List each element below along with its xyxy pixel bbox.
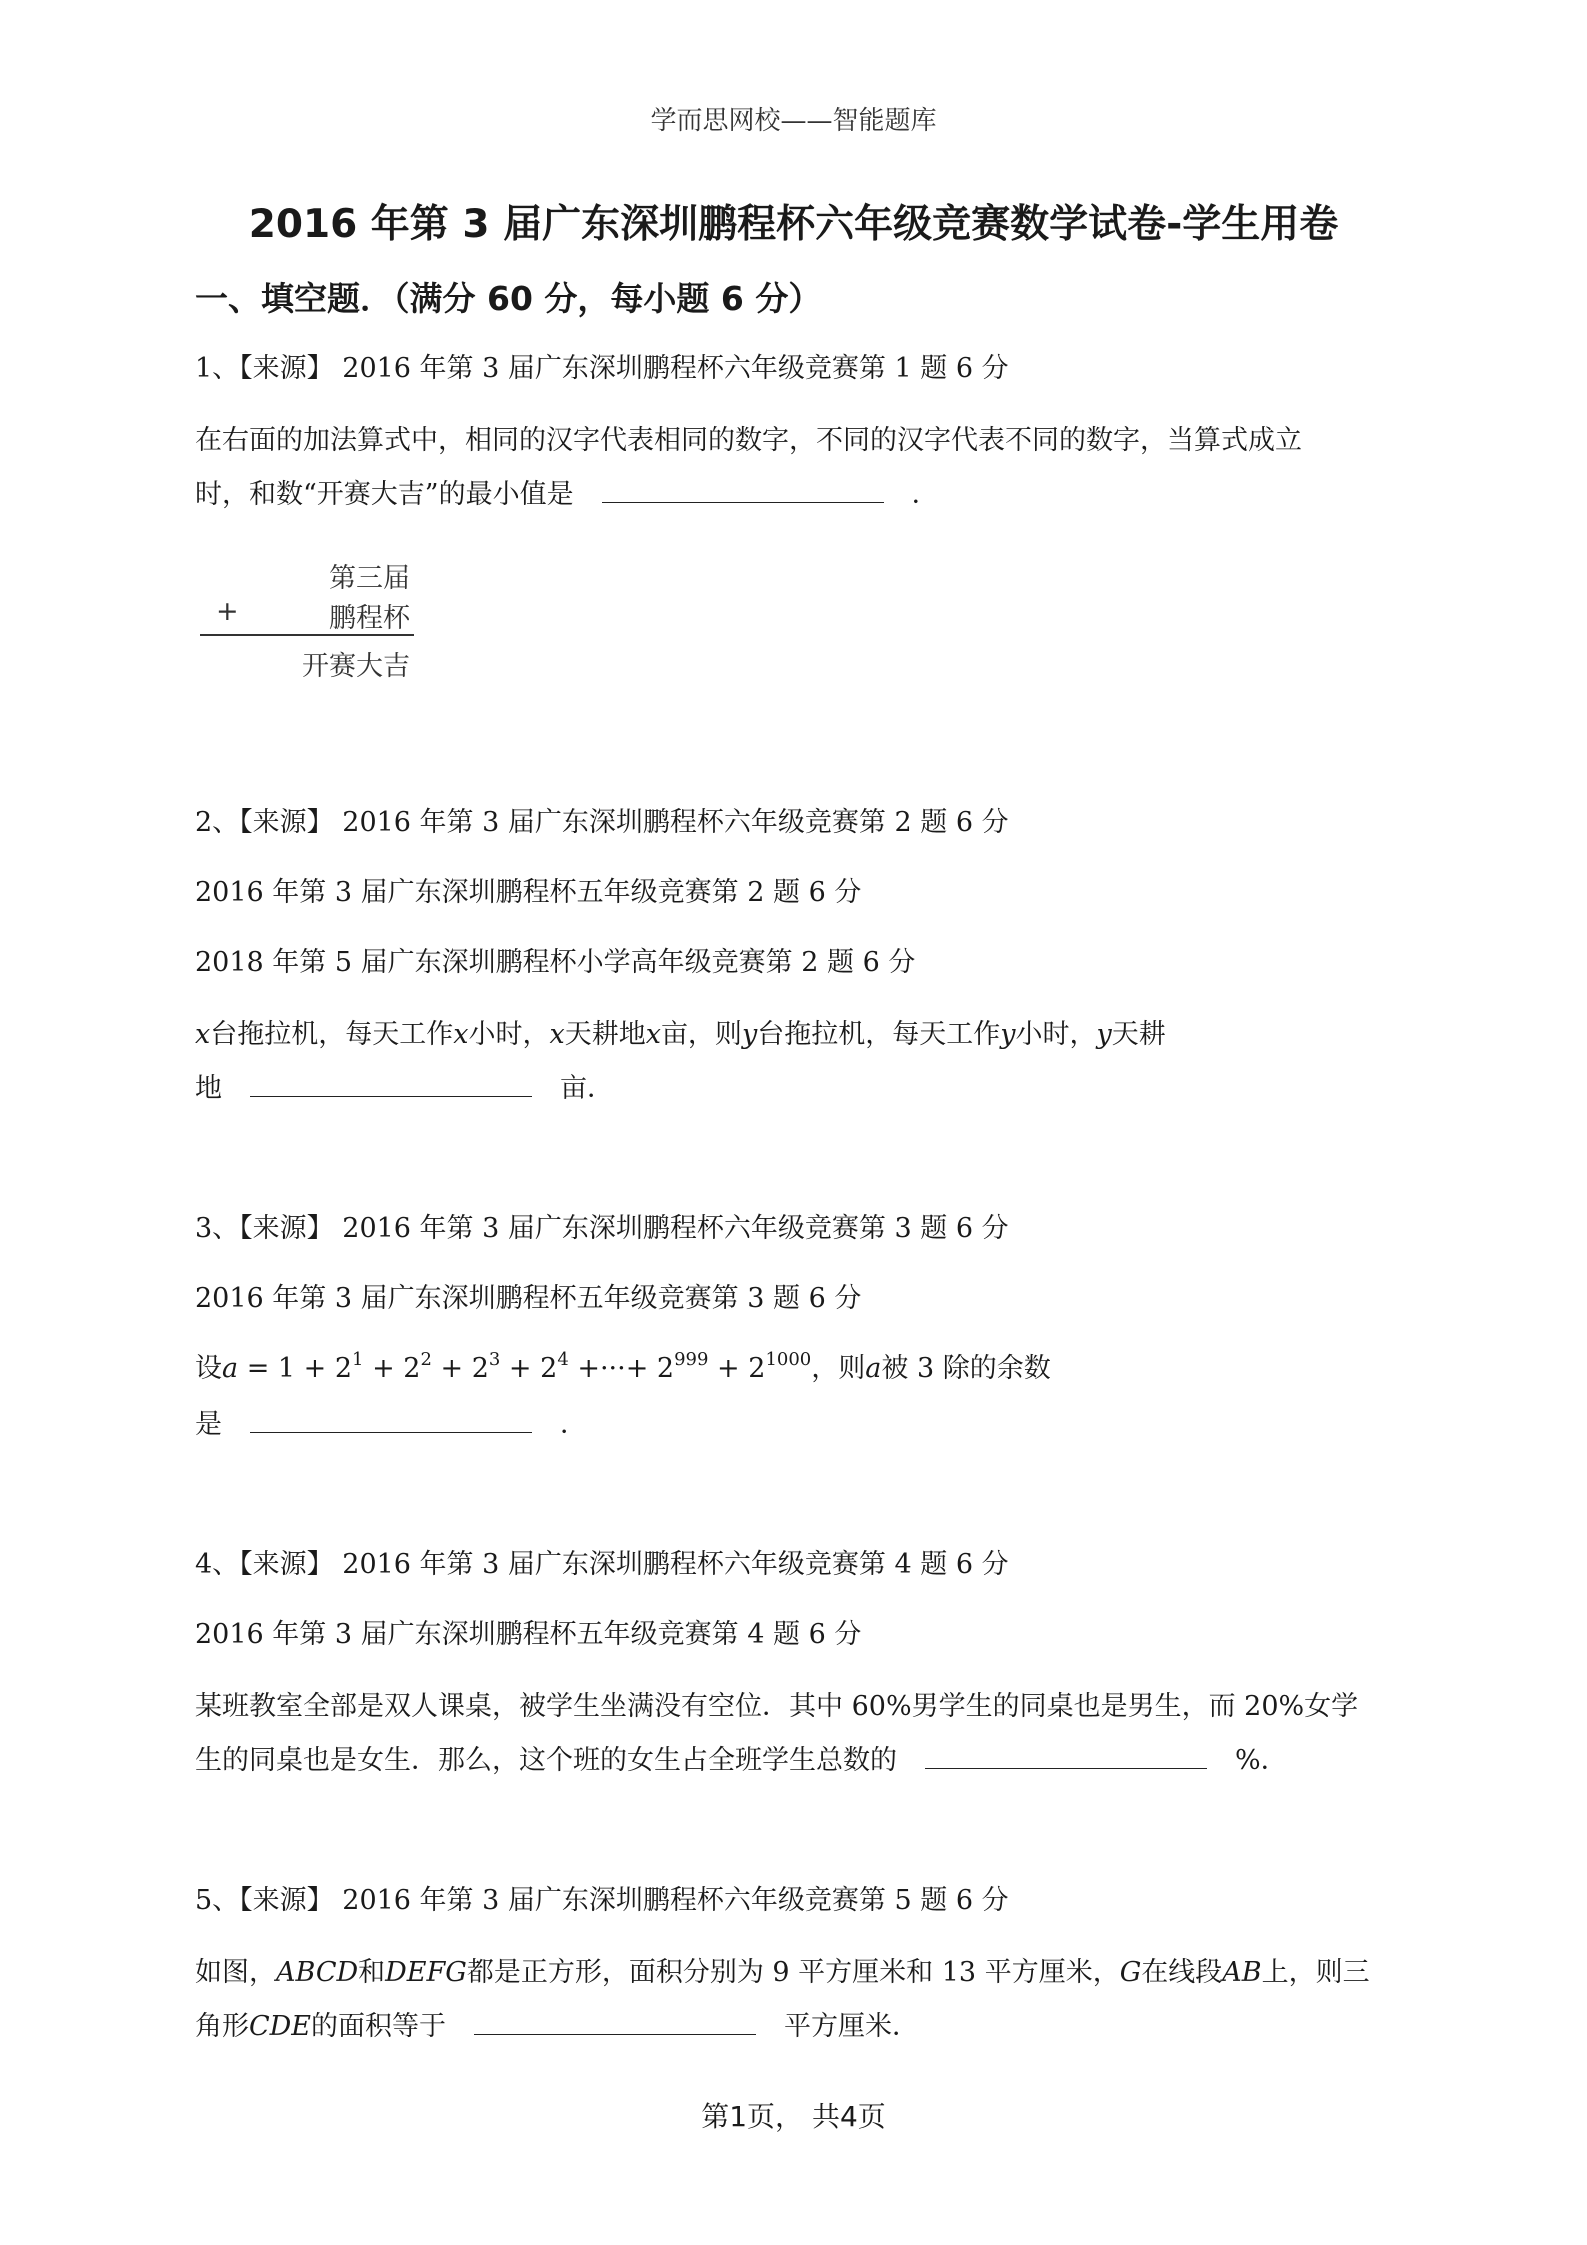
q5-text: 在线段 (1141, 1957, 1223, 1988)
var-defg: DEFG (385, 1957, 467, 1988)
sum-line (200, 634, 414, 636)
q2-text: 台拖拉机，每天工作 (757, 1019, 1001, 1050)
q2-text: 天耕地 (564, 1019, 646, 1050)
q5-text-line1 (195, 1950, 1370, 1989)
q1-text-line2 (195, 472, 939, 511)
var-a: a (222, 1353, 239, 1384)
q3-alt-source-1: 2016 年第 3 届广东深圳鹏程杯五年级竞赛第 3 题 6 分 (195, 1283, 862, 1314)
q5-text: 和 (358, 1957, 386, 1988)
page-footer: 第1页， 共4页 (701, 2100, 886, 2133)
q1-text: 时，和数“开赛大吉”的最小值是 (195, 479, 574, 510)
var-x: x (645, 1019, 661, 1050)
q2-answer-blank[interactable] (250, 1066, 532, 1097)
q3-text-line2 (195, 1402, 587, 1441)
exam-title: 2016 年第 3 届广东深圳鹏程杯六年级竞赛数学试卷-学生用卷 (248, 202, 1339, 247)
q2-alt-source-2: 2018 年第 5 届广东深圳鹏程杯小学高年级竞赛第 2 题 6 分 (195, 947, 916, 978)
sum-result: 开赛大吉 (302, 651, 410, 682)
q2-text: 天耕 (1111, 1019, 1166, 1050)
q2-text: 地 (195, 1073, 222, 1104)
q2-source: 2、【来源】 2016 年第 3 届广东深圳鹏程杯六年级竞赛第 2 题 6 分 (195, 807, 1009, 838)
q1-text-end: ． (911, 479, 939, 510)
q2-text: 小时， (1015, 1019, 1097, 1050)
q4-text-line1: 某班教室全部是双人课桌，被学生坐满没有空位．其中 60%男学生的同桌也是男生，而 20%女学 (195, 1691, 1359, 1722)
q4-answer-blank[interactable] (925, 1738, 1207, 1769)
q5-text: 角形 (195, 2011, 249, 2042)
q5-text-end: 平方厘米． (784, 2011, 920, 2042)
q3-text: 被 3 除的余数 (881, 1353, 1051, 1384)
q5-text: 都是正方形，面积分别为 9 平方厘米和 13 平方厘米， (466, 1957, 1120, 1988)
var-abcd: ABCD (276, 1957, 359, 1988)
q3-text: 是 (195, 1409, 222, 1440)
q3-equation (195, 1346, 1051, 1385)
section-heading: 一、填空题．（满分 60 分，每小题 6 分） (195, 279, 822, 318)
q5-text: 如图， (195, 1957, 276, 1988)
exponent: 4 (557, 1349, 569, 1370)
exponent: 1 (352, 1349, 364, 1370)
q3-math: + 2 (708, 1353, 766, 1384)
addend-1: 第三届 (329, 563, 410, 594)
q3-text: 设 (195, 1353, 222, 1384)
q5-text: 的面积等于 (311, 2011, 447, 2042)
q1-answer-blank[interactable] (602, 472, 884, 503)
q3-answer-blank[interactable] (250, 1402, 532, 1433)
q5-source: 5、【来源】 2016 年第 3 届广东深圳鹏程杯六年级竞赛第 5 题 6 分 (195, 1885, 1009, 1916)
q4-text: 生的同桌也是女生．那么，这个班的女生占全班学生总数的 (195, 1745, 897, 1776)
var-g: G (1119, 1957, 1142, 1988)
q2-text-line2 (195, 1066, 614, 1105)
plus-sign: + (216, 596, 239, 627)
page-header: 学而思网校——智能题库 (650, 106, 937, 136)
var-cde: CDE (249, 2011, 312, 2042)
var-ab: AB (1222, 1957, 1262, 1988)
q3-source: 3、【来源】 2016 年第 3 届广东深圳鹏程杯六年级竞赛第 3 题 6 分 (195, 1213, 1009, 1244)
addend-2: 鹏程杯 (329, 603, 410, 634)
q4-source: 4、【来源】 2016 年第 3 届广东深圳鹏程杯六年级竞赛第 4 题 6 分 (195, 1549, 1009, 1580)
q3-text-end: ． (560, 1409, 587, 1440)
q5-text-line2 (195, 2004, 919, 2043)
q5-text: 上，则三 (1261, 1957, 1370, 1988)
var-x: x (195, 1019, 211, 1050)
var-a: a (865, 1353, 882, 1384)
addition-puzzle (200, 548, 420, 688)
q1-source: 1、【来源】 2016 年第 3 届广东深圳鹏程杯六年级竞赛第 1 题 6 分 (195, 353, 1009, 384)
q2-text: 台拖拉机，每天工作 (210, 1019, 454, 1050)
exponent: 1000 (765, 1349, 812, 1370)
q5-answer-blank[interactable] (474, 2004, 756, 2035)
exponent: 999 (674, 1349, 709, 1370)
q3-math: +···+ 2 (568, 1353, 675, 1384)
q4-text-line2 (195, 1738, 1288, 1777)
var-x: x (453, 1019, 469, 1050)
q2-text-end: 亩． (560, 1073, 614, 1104)
q3-text: ，则 (811, 1353, 866, 1384)
q2-text-line1 (195, 1012, 1166, 1051)
q4-text-end: %． (1235, 1745, 1288, 1776)
q2-text: 亩，则 (660, 1019, 742, 1050)
q4-alt-source-1: 2016 年第 3 届广东深圳鹏程杯五年级竞赛第 4 题 6 分 (195, 1619, 862, 1650)
exponent: 2 (420, 1349, 432, 1370)
q3-math: + 2 (363, 1353, 421, 1384)
q1-text-line1: 在右面的加法算式中，相同的汉字代表相同的数字，不同的汉字代表不同的数字，当算式成立 (195, 425, 1302, 456)
exponent: 3 (488, 1349, 501, 1370)
q3-math: + 2 (500, 1353, 558, 1384)
q2-text: 小时， (468, 1019, 550, 1050)
q2-alt-source-1: 2016 年第 3 届广东深圳鹏程杯五年级竞赛第 2 题 6 分 (195, 877, 862, 908)
var-x: x (549, 1019, 565, 1050)
q3-math: = 1 + 2 (238, 1353, 353, 1384)
q3-math: + 2 (431, 1353, 489, 1384)
var-y: y (741, 1019, 758, 1050)
var-y: y (1096, 1019, 1112, 1050)
var-y: y (1000, 1019, 1016, 1050)
